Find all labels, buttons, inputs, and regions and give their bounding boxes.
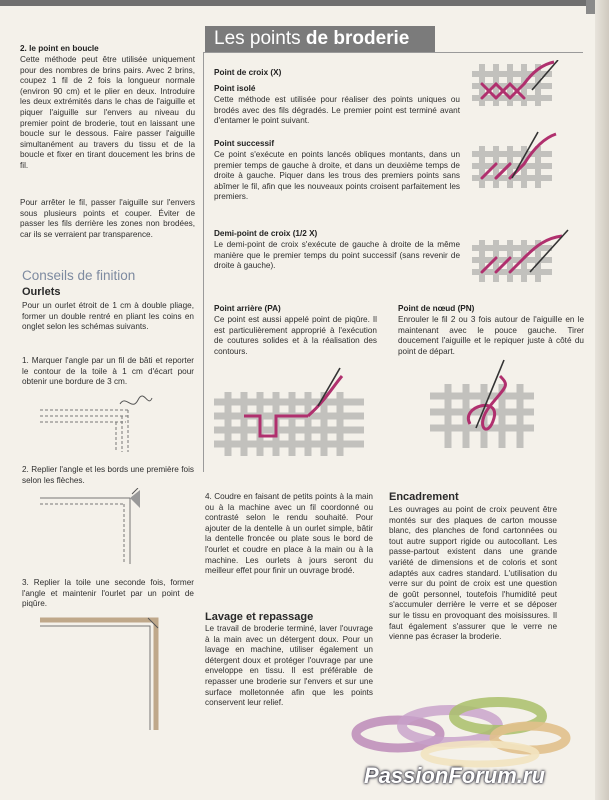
encadrement-text: Les ouvrages au point de croix peuvent être montés sur des plaques de carton mousse blanc, des planches de fond cartonnées ou tout autre support rigide ou autocollant. Les passe-partout existent dans une grande variété de dimensions et de coloris et sont adaptés aux cadres standard. L'utilisation du verre sur du point de croix est une question de goût personnel, toutefois l'humidité peut s'accumuler derrière le verre et se déposer sur le tissu en provoquant des moisissures. Il faut également s'assurer que le verre ne vienne pas écraser la broderie. <box>389 505 557 642</box>
successif-text: Ce point s'exécute en points lancés obliques montants, dans un premier temps de gauche à droite, et dans un deuxième temps de droite à gauche. Piquer dans les trous des premiers points sans abîmer le fil, afin que les nouveaux points croisent parfaitement les premiers. <box>214 150 460 202</box>
cross-stitch-successif-diagram <box>472 128 584 192</box>
croix-title: Point de croix (X) <box>214 68 282 77</box>
step4-text: 4. Coudre en faisant de petits points à la main ou à la machine avec un fil coordonné ou contrasté selon le rendu souhaité. Pour ajouter de la dentelle à un ourlet simple, bâtir la dentelle froncée ou plate sous le bord de l'ourlet et coudre en place à la main ou à la machine. Les ourlets à jours seront du meilleur effet pour finir un ouvrage brodé. <box>205 492 373 576</box>
arriere-text: Ce point est aussi appelé point de piqûre. Il est particulièrement approprié à l'exécution de coutures solides et à la réalisation des contours. <box>214 315 377 356</box>
step3-text: 3. Replier la toile une seconde fois, former l'angle et maintenir l'ourlet par un point de piqûre. <box>22 578 194 609</box>
ourlets-title: Ourlets <box>22 286 61 298</box>
arriere-title: Point arrière (PA) <box>214 304 281 313</box>
section-title-bar <box>205 26 435 52</box>
encadrement-title: Encadrement <box>389 491 459 503</box>
page-spine <box>595 0 609 800</box>
hem-diagram-1 <box>40 392 170 454</box>
hem-diagram-3 <box>40 614 170 732</box>
lavage-text: Le travail de broderie terminé, laver l'ouvrage à la main avec un détergent doux. Pour un lavage en machine, utiliser également un détergent doux et protéger l'ouvrage par une enveloppe en tissu. Il est préférable de repasser une broderie sur l'envers et sur une surface molletonnée afin que les points conservent leur relief. <box>205 624 373 708</box>
title-bold: de broderie <box>305 28 410 49</box>
boucle-title: 2. le point en boucle <box>20 44 99 53</box>
lavage-title: Lavage et repassage <box>205 611 314 623</box>
section-rule-h <box>203 52 583 53</box>
successif-title: Point successif <box>214 139 275 148</box>
arreter-text: Pour arrêter le fil, passer l'aiguille sur l'envers sous plusieurs points et couper. Éviter de passer les fils derrière les zones non brodées, car ils se verraient par transparence. <box>20 198 195 239</box>
step1-text: 1. Marquer l'angle par un fil de bâti et reporter le contour de la toile à 1 cm d'écart pour obtenir une bordure de 3 cm. <box>22 356 194 387</box>
back-stitch-diagram <box>214 366 374 460</box>
demi-text: Le demi-point de croix s'exécute de gauche à droite de la même manière que le premier temps du point successif (sans revenir de droite à gauche). <box>214 240 460 271</box>
watermark: PassionForum.ru <box>364 763 545 788</box>
thread-skeins-photo <box>330 676 580 776</box>
noeud-text: Enrouler le fil 2 ou 3 fois autour de l'aiguille en le maintenant avec le pouce gauche. Tirer doucement l'aiguille et le repiquer juste à côté du point de départ. <box>398 315 584 356</box>
demi-title: Demi-point de croix (1/2 X) <box>214 229 318 238</box>
boucle-text: Cette méthode peut être utilisée uniquement pour des nombres de brins pairs. Avec 2 brins, coupez 1 fil de 2 fois la longueur normale (environ 90 cm) et le plier en deux. Introduire les deux extrémités dans le chas de l'aiguille et piquer l'aiguille sur l'envers au niveau du premier point de broderie, tout en laissant une boucle sur le dessous. Faire passer l'aiguille simultanément au travers du tissu et de la boucle et fixer en tirant doucement les brins de fil. <box>20 55 195 170</box>
half-cross-stitch-diagram <box>472 222 584 286</box>
knot-stitch-diagram <box>430 356 540 456</box>
isole-text: Cette méthode est utilisée pour réaliser des points uniques ou brodés avec des fils dégradés. Le premier point est terminé avant d'entamer le point suivant. <box>214 95 460 126</box>
noeud-title: Point de nœud (PN) <box>398 304 475 313</box>
hem-diagram-2 <box>40 488 170 566</box>
title-light: Les points <box>214 28 306 49</box>
section-rule-v <box>203 52 204 472</box>
conseils-title: Conseils de finition <box>22 268 136 283</box>
isole-title: Point isolé <box>214 84 256 93</box>
top-rule <box>0 0 595 6</box>
step2-text: 2. Replier l'angle et les bords une première fois selon les flèches. <box>22 465 194 485</box>
section-title <box>214 28 409 50</box>
cross-stitch-isole-diagram <box>472 60 584 110</box>
ourlets-text: Pour un ourlet étroit de 1 cm à double pliage, former un double rentré en pliant les coins en onglet selon les schémas suivants. <box>22 301 194 332</box>
